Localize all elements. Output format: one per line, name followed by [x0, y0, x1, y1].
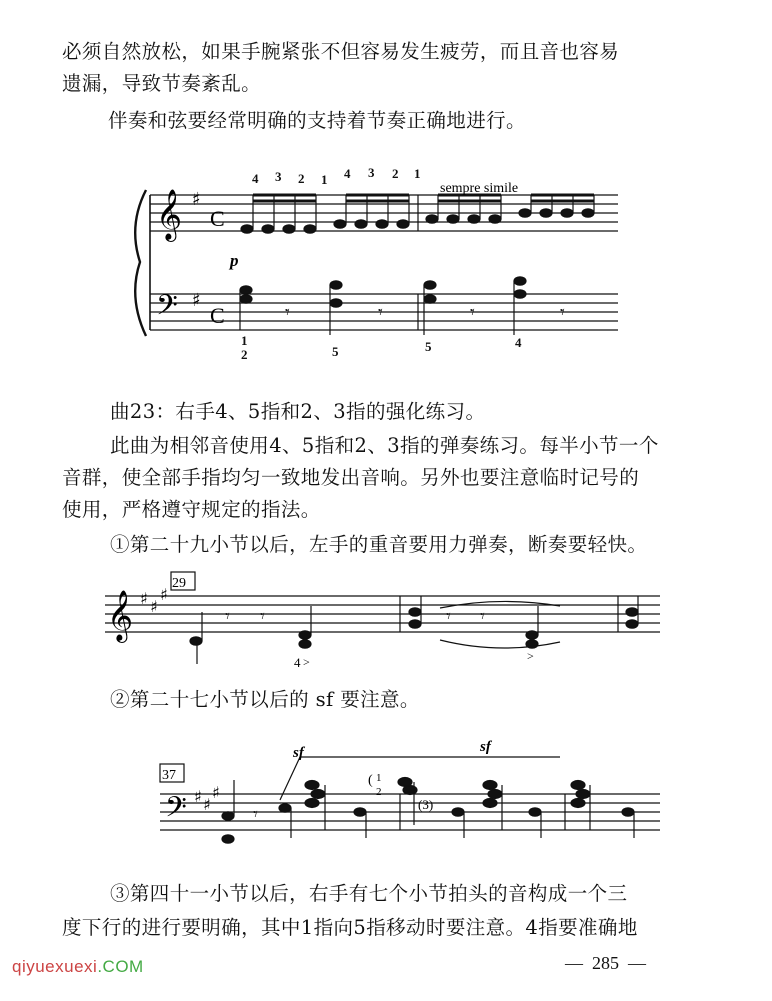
svg-text:4: 4 — [294, 655, 301, 670]
watermark — [12, 957, 144, 977]
svg-text:C: C — [210, 206, 225, 231]
svg-text:(3): (3) — [418, 797, 434, 812]
svg-text:>: > — [303, 655, 310, 669]
svg-text:2: 2 — [376, 786, 382, 798]
svg-text:2: 2 — [241, 347, 248, 362]
svg-text:3: 3 — [275, 169, 282, 184]
svg-text:𝄾: 𝄾 — [225, 606, 230, 627]
svg-text:p: p — [230, 251, 239, 270]
svg-text:1: 1 — [414, 166, 421, 181]
paragraph-line: 度下行的进行要明确，其中1指向5指移动时要注意。4指要准确地 — [62, 916, 638, 939]
paragraph-line: 此曲为相邻音使用4、5指和2、3指的弹奏练习。每半小节一个 — [110, 434, 659, 457]
paragraph-line: 必须自然放松，如果手腕紧张不但容易发生疲劳，而且音也容易 — [62, 40, 620, 63]
svg-text:37: 37 — [162, 768, 176, 783]
svg-text:𝄾: 𝄾 — [480, 606, 485, 627]
paragraph-line: 伴奏和弦要经常明确的支持着节奏正确地进行。 — [108, 109, 526, 132]
watermark-domain: qiyuexuexi — [12, 957, 98, 976]
svg-text:3: 3 — [368, 165, 375, 180]
svg-text:𝄾: 𝄾 — [560, 302, 565, 323]
svg-text:4: 4 — [252, 171, 259, 186]
svg-text:♯: ♯ — [150, 597, 158, 616]
svg-text:𝄞: 𝄞 — [156, 189, 183, 240]
paragraph-line: ③第四十一小节以后，右手有七个小节拍头的音构成一个三 — [110, 882, 628, 905]
paragraph-line: ①第二十九小节以后，左手的重音要用力弹奏，断奏要轻快。 — [110, 533, 648, 556]
svg-text:5: 5 — [425, 339, 432, 354]
svg-text:5: 5 — [332, 344, 339, 359]
svg-text:♯: ♯ — [192, 290, 201, 311]
svg-text:1: 1 — [321, 172, 328, 187]
svg-text:♯: ♯ — [194, 787, 202, 806]
svg-text:2: 2 — [298, 171, 305, 186]
svg-text:1: 1 — [376, 772, 382, 784]
svg-text:sf: sf — [480, 739, 491, 755]
paragraph-line: 音群，使全部手指均匀一致地发出音响。另外也要注意临时记号的 — [62, 466, 640, 489]
svg-text:C: C — [210, 303, 225, 328]
svg-text:sempre simile: sempre simile — [440, 181, 519, 196]
svg-text:>: > — [527, 649, 534, 663]
svg-text:𝄞: 𝄞 — [107, 590, 134, 641]
svg-text:♯: ♯ — [203, 795, 211, 814]
svg-text:𝄾: 𝄾 — [378, 302, 383, 323]
svg-text:2: 2 — [392, 166, 399, 181]
svg-text:4: 4 — [515, 335, 522, 350]
svg-text:♯: ♯ — [140, 589, 148, 608]
svg-text:sf: sf — [293, 745, 304, 761]
svg-text:♯: ♯ — [192, 189, 201, 210]
svg-text:𝄾: 𝄾 — [470, 302, 475, 323]
paragraph-line: ②第二十七小节以后的 sf 要注意。 — [110, 688, 420, 711]
paragraph-line: 使用，严格遵守规定的指法。 — [62, 498, 321, 521]
svg-text:4: 4 — [344, 166, 351, 181]
svg-text:𝄢: 𝄢 — [156, 289, 178, 329]
svg-text:♯: ♯ — [160, 585, 168, 604]
svg-text:♯: ♯ — [212, 783, 220, 802]
svg-text:1: 1 — [241, 333, 248, 348]
svg-text:𝄾: 𝄾 — [446, 606, 451, 627]
svg-text:29: 29 — [172, 576, 186, 591]
svg-text:𝄾: 𝄾 — [260, 606, 265, 627]
watermark-tld: .COM — [97, 957, 144, 976]
page-number: — 285 — — [565, 953, 646, 973]
svg-text:(: ( — [368, 773, 373, 788]
paragraph-line: 遗漏，导致节奏紊乱。 — [62, 72, 262, 95]
svg-text:𝄾: 𝄾 — [285, 302, 290, 323]
svg-text:𝄢: 𝄢 — [165, 791, 187, 831]
figure-caption: 曲23：右手4、5指和2、3指的强化练习。 — [110, 400, 486, 423]
svg-text:𝄾: 𝄾 — [253, 804, 258, 825]
